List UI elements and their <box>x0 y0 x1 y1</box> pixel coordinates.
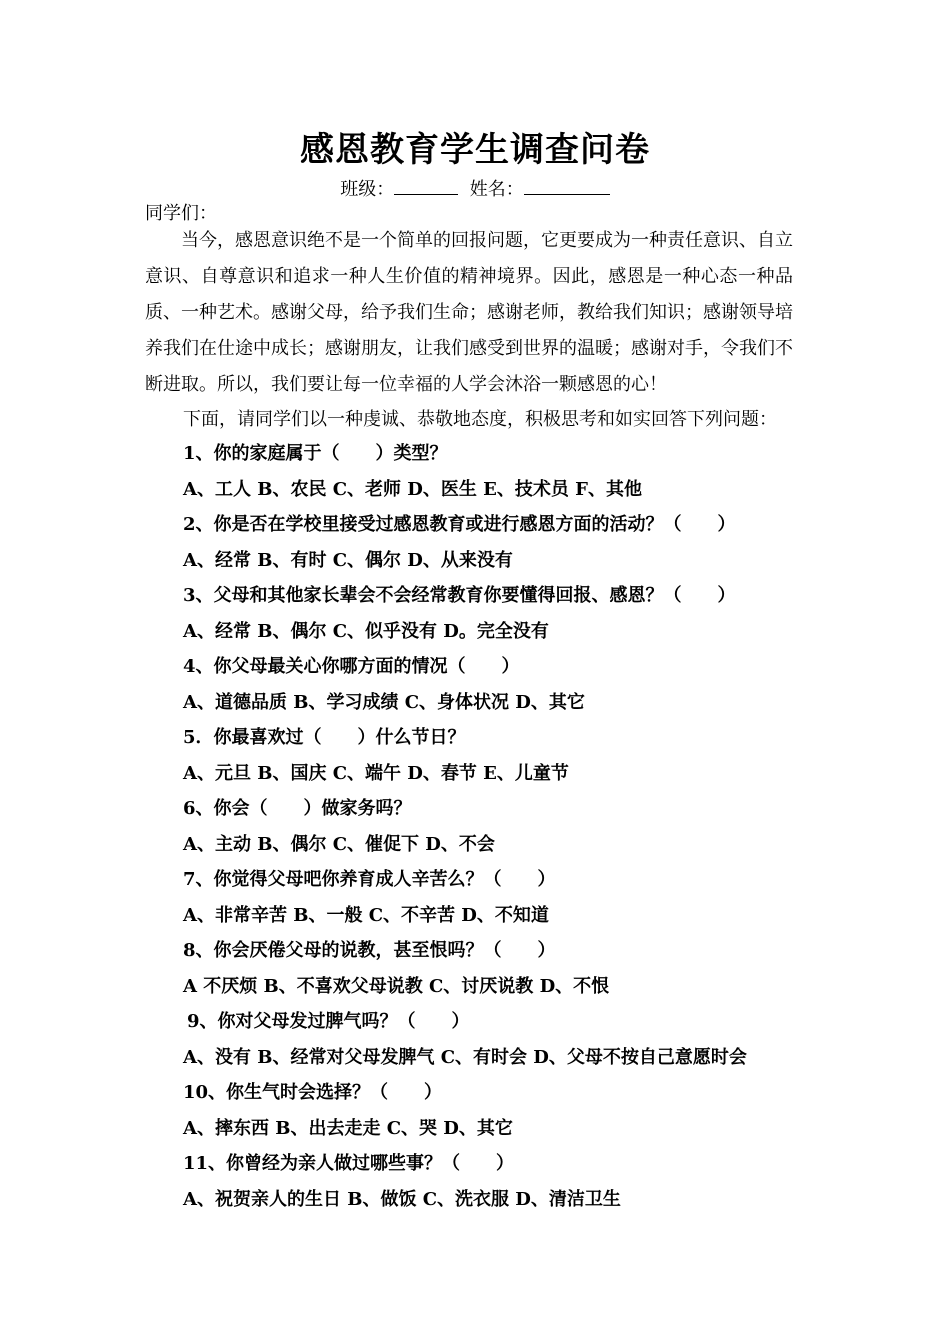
instruction-paragraph: 下面，请同学们以一种虔诚、恭敬地态度，积极思考和如实回答下列问题： <box>183 409 777 430</box>
question-11: 11、你曾经为亲人做过哪些事？（ ） <box>183 1153 515 1174</box>
question-10: 10、你生气时会选择？（ ） <box>183 1082 443 1103</box>
name-blank <box>524 176 610 195</box>
class-blank <box>394 176 458 195</box>
class-label: 班级： <box>340 179 395 200</box>
question-4: 4、你父母最关心你哪方面的情况（ ） <box>183 656 520 677</box>
student-info-line <box>0 176 950 202</box>
page-title: 感恩教育学生调查问卷 <box>300 130 650 170</box>
answer-options-2: A、经常 B、有时 C、偶尔 D、从来没有 <box>183 549 513 571</box>
answer-options-1: A、工人 B、农民 C、老师 D、医生 E、技术员 F、其他 <box>183 478 642 500</box>
greeting: 同学们： <box>145 203 217 224</box>
answer-options-9: A、没有 B、经常对父母发脾气 C、有时会 D、父母不按自己意愿时会 <box>183 1046 747 1068</box>
answer-options-11: A、祝贺亲人的生日 B、做饭 C、洗衣服 D、清洁卫生 <box>183 1188 621 1210</box>
question-list <box>183 436 803 1217</box>
question-2: 2、你是否在学校里接受过感恩教育或进行感恩方面的活动？（ ） <box>183 514 736 535</box>
answer-options-3: A、经常 B、偶尔 C、似乎没有 D。完全没有 <box>183 620 549 642</box>
question-1: 1、你的家庭属于（ ）类型？ <box>183 443 448 464</box>
answer-options-10: A、摔东西 B、出去走走 C、哭 D、其它 <box>183 1117 513 1139</box>
answer-options-6: A、主动 B、偶尔 C、催促下 D、不会 <box>183 833 495 855</box>
question-3: 3、父母和其他家长辈会不会经常教育你要懂得回报、感恩？（ ） <box>183 585 736 606</box>
question-9: 9、你对父母发过脾气吗？（ ） <box>187 1011 470 1032</box>
answer-options-4: A、道德品质 B、学习成绩 C、身体状况 D、其它 <box>183 691 585 713</box>
answer-options-8: A 不厌烦 B、不喜欢父母说教 C、讨厌说教 D、不恨 <box>183 975 610 997</box>
question-6: 6、你会（ ）做家务吗？ <box>183 798 412 819</box>
question-5: 5．你最喜欢过（ ）什么节日？ <box>183 727 466 748</box>
question-8: 8、你会厌倦父母的说教，甚至恨吗？（ ） <box>183 940 556 961</box>
intro-paragraph: 当今，感恩意识绝不是一个简单的回报问题，它更要成为一种责任意识、自立意识、自尊意识和追求一种人生价值的精神境界。因此，感恩是一种心态一种品质、一种艺术。感谢父母，给予我们生命；感谢老师，教给我们知识；感谢领导培养我们在仕途中成长；感谢朋友，让我们感受到世界的温暖；感谢对手，令我们不断进取。所以，我们要让每一位幸福的人学会沐浴一颗感恩的心！ <box>145 230 793 395</box>
answer-options-5: A、元旦 B、国庆 C、端午 D、春节 E、儿童节 <box>183 762 569 784</box>
answer-options-7: A、非常辛苦 B、一般 C、不辛苦 D、不知道 <box>183 904 549 926</box>
question-7: 7、你觉得父母吧你养育成人辛苦么？（ ） <box>183 869 556 890</box>
name-label: 姓名： <box>469 179 524 200</box>
